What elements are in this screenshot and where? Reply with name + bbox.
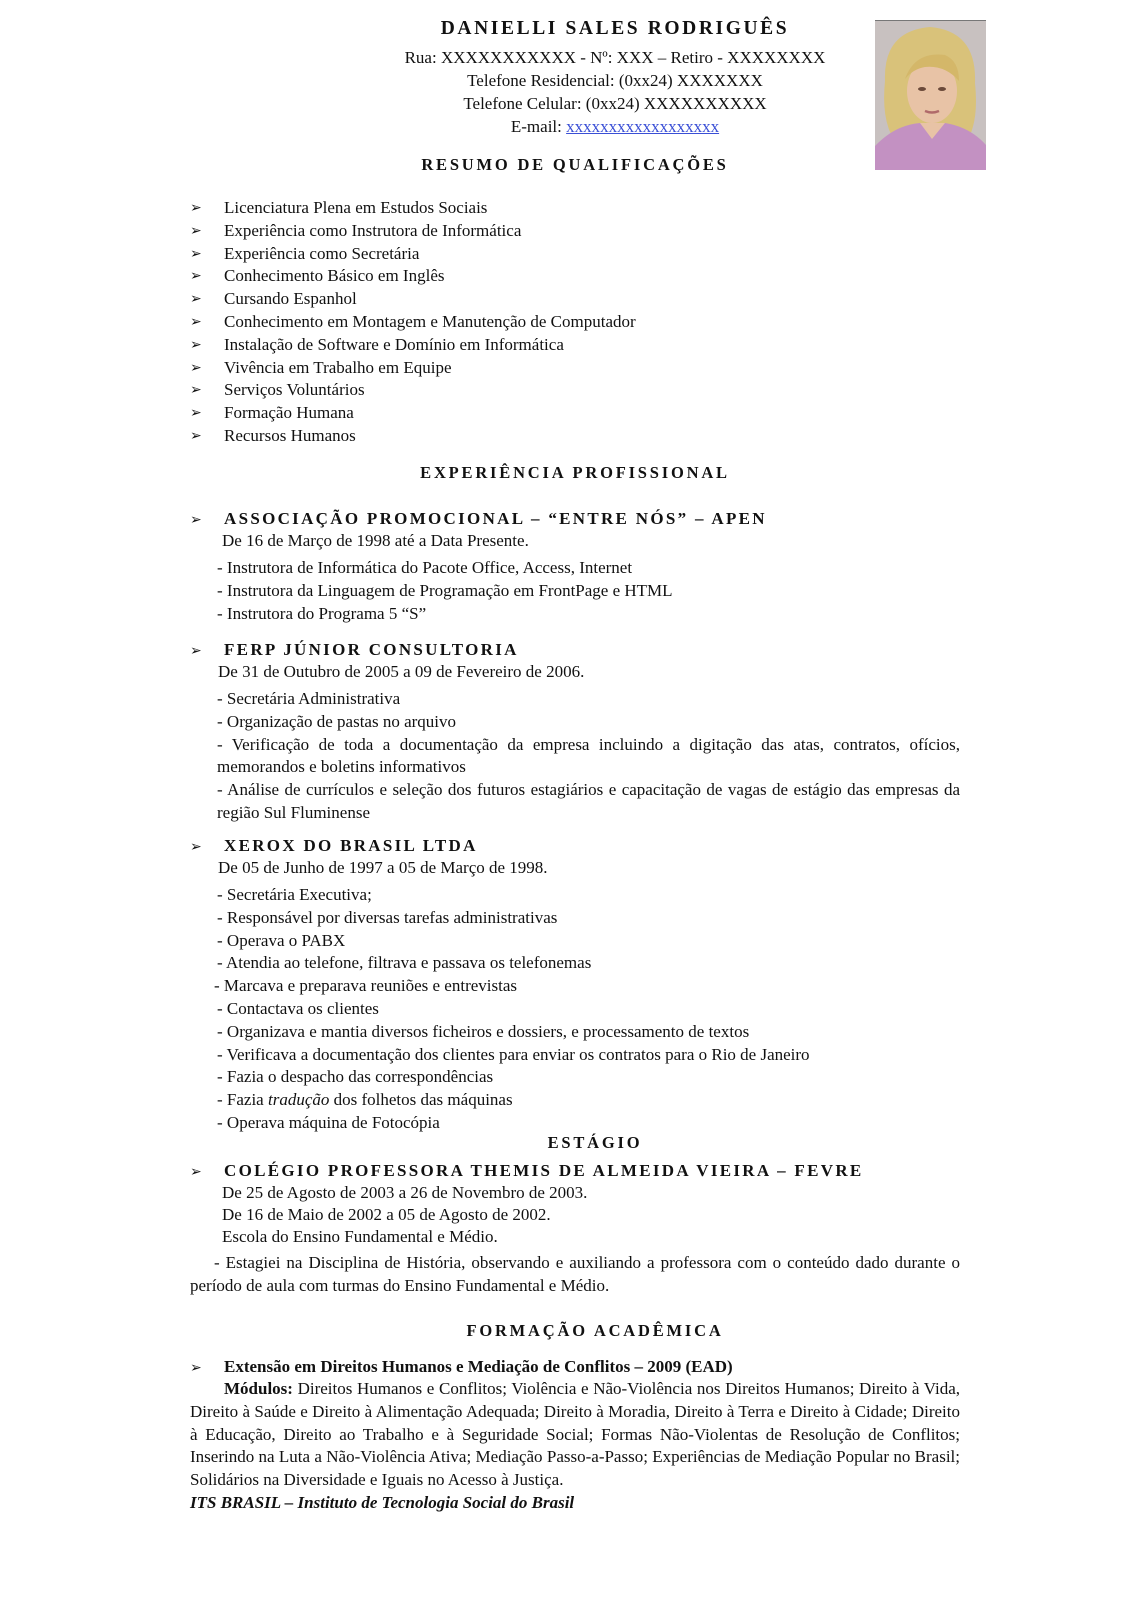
job-duty: - Verificação de toda a documentação da empresa incluindo a digitação das atas, contratos, ofícios, memorandos e boletins informativos [217,734,960,777]
arrow-bullet-icon: ➢ [190,382,202,399]
job-duty: - Análise de currículos e seleção dos futuros estagiários e capacitação de vagas de estágio das empresas da região Sul Fluminense [217,780,960,822]
job-xerox [190,835,970,1135]
arrow-bullet-icon: ➢ [190,839,202,855]
job-company: ➢ XEROX DO BRASIL LTDA [190,835,970,857]
candidate-name: DANIELLI SALES RODRIGUÊS [440,18,790,39]
job-company: ➢ ASSOCIAÇÃO PROMOCIONAL – “ENTRE NÓS” – APEN [190,508,970,530]
internship-title: ESTÁGIO [547,1133,643,1152]
education-block [190,1356,970,1514]
job-duty: - Responsável por diversas tarefas administrativas [217,907,558,927]
job-duty: - Instrutora de Informática do Pacote Office, Access, Internet [217,558,633,577]
course-title: ➢ Extensão em Direitos Humanos e Mediação de Conflitos – 2009 (EAD) [190,1356,970,1378]
arrow-bullet-icon: ➢ [190,291,202,308]
arrow-bullet-icon: ➢ [190,427,202,444]
modules-label: Módulos: [224,1379,293,1398]
internship-period-2: De 16 de Maio de 2002 a 05 de Agosto de 2002. [222,1205,551,1224]
education-title: FORMAÇÃO ACADÊMICA [466,1321,724,1340]
job-duty: - Contactava os clientes [217,998,379,1018]
job-duty: - Secretária Executiva; [217,885,372,904]
course-institution: ITS BRASIL – Instituto de Tecnologia Social do Brasil [190,1492,575,1512]
list-item: ➢ Experiência como Secretária [190,243,960,266]
arrow-bullet-icon: ➢ [190,512,202,528]
email-link[interactable]: xxxxxxxxxxxxxxxxxx [566,117,720,136]
email-label: E-mail: [510,117,567,136]
internship-school: ➢ COLÉGIO PROFESSORA THEMIS DE ALMEIDA VIEIRA – FEVRE [190,1160,970,1182]
arrow-bullet-icon: ➢ [190,359,202,376]
job-duty: - Fazia tradução dos folhetos das máquinas [217,1090,513,1110]
job-duty: - Instrutora da Linguagem de Programação em FrontPage e HTML [217,580,673,600]
home-phone-line: Telefone Residencial: (0xx24) XXXXXXX [467,71,763,90]
arrow-bullet-icon: ➢ [190,1360,202,1376]
job-duty: - Marcava e preparava reuniões e entrevistas [214,976,518,996]
list-item: ➢ Vivência em Trabalho em Equipe [190,357,960,380]
internship-period-1: De 25 de Agosto de 2003 a 26 de Novembro de 2003. [222,1183,588,1202]
list-item: ➢ Instalação de Software e Domínio em Informática [190,334,960,357]
arrow-bullet-icon: ➢ [190,200,202,216]
profile-photo [875,20,986,170]
arrow-bullet-icon: ➢ [190,222,202,239]
qualifications-list [190,197,960,448]
address-line: Rua: XXXXXXXXXXX - Nº: XXX – Retiro - XXXXXXXX [404,48,826,67]
email-line [270,115,960,138]
internship-block [190,1160,970,1298]
arrow-bullet-icon: ➢ [190,268,202,285]
job-period: De 16 de Março de 1998 até a Data Presente. [222,531,529,550]
job-duty: - Operava máquina de Fotocópia [217,1112,440,1132]
experience-title: EXPERIÊNCIA PROFISSIONAL [420,463,730,482]
internship-level: Escola do Ensino Fundamental e Médio. [222,1227,498,1246]
list-item: ➢ Formação Humana [190,402,960,425]
arrow-bullet-icon: ➢ [190,1164,202,1180]
list-item: ➢ Serviços Voluntários [190,379,960,402]
job-company: ➢ FERP JÚNIOR CONSULTORIA [190,639,970,661]
job-duty: - Secretária Administrativa [217,689,401,708]
job-ferp [190,639,970,825]
job-period: De 05 de Junho de 1997 a 05 de Março de 1998. [218,858,548,877]
arrow-bullet-icon: ➢ [190,405,202,422]
cell-phone-line: Telefone Celular: (0xx24) XXXXXXXXXX [463,94,767,113]
list-item: ➢ Licenciatura Plena em Estudos Sociais [190,197,960,220]
job-period: De 31 de Outubro de 2005 a 09 de Fevereiro de 2006. [218,662,585,681]
list-item: ➢ Experiência como Instrutora de Informática [190,220,960,243]
list-item: ➢ Conhecimento em Montagem e Manutenção de Computador [190,311,960,334]
job-duty: - Organização de pastas no arquivo [217,711,457,731]
modules-text: Direitos Humanos e Conflitos; Violência e Não-Violência nos Direitos Humanos; Direito à Vida, Direito à Saúde e Direito à Alimentação Adequada; Direito à Moradia, Direito à Terra e Direito à Cidade; Direito à Educação, Direito ao Trabalho e à Seguridade Social; Formas Não-Violentas de Resolução de Conflitos; Inserindo na Luta a Não-Violência Ativa; Mediação Passo-a-Passo; Experiências de Mediação Popular no Brasil; Solidários na Diversidade e Iguais no Acesso à Justiça. [190,1379,960,1490]
list-item: ➢ Conhecimento Básico em Inglês [190,265,960,288]
internship-description: - Estagiei na Disciplina de História, observando e auxiliando a professora com o conteúdo dado durante o período de aula com turmas do Ensino Fundamental e Médio. [190,1253,960,1295]
arrow-bullet-icon: ➢ [190,336,202,353]
italic-word: tradução [267,1090,330,1110]
arrow-bullet-icon: ➢ [190,313,202,330]
job-duty: - Verificava a documentação dos clientes para enviar os contratos para o Rio de Janeiro [217,1044,810,1064]
qualifications-title: RESUMO DE QUALIFICAÇÕES [421,155,729,174]
job-apen [190,508,970,625]
course-modules [190,1378,960,1492]
job-duty: - Atendia ao telefone, filtrava e passava os telefonemas [217,953,592,973]
profile-photo-image [875,21,986,170]
job-duty: - Organizava e mantia diversos ficheiros e dossiers, e processamento de textos [217,1021,750,1041]
job-duty: - Operava o PABX [217,930,346,950]
arrow-bullet-icon: ➢ [190,643,202,659]
job-duty: - Fazia o despacho das correspondências [217,1067,494,1087]
list-item: ➢ Recursos Humanos [190,425,960,448]
arrow-bullet-icon: ➢ [190,245,202,262]
list-item: ➢ Cursando Espanhol [190,288,960,311]
job-duty: - Instrutora do Programa 5 “S” [217,603,427,623]
contact-header [190,18,960,138]
